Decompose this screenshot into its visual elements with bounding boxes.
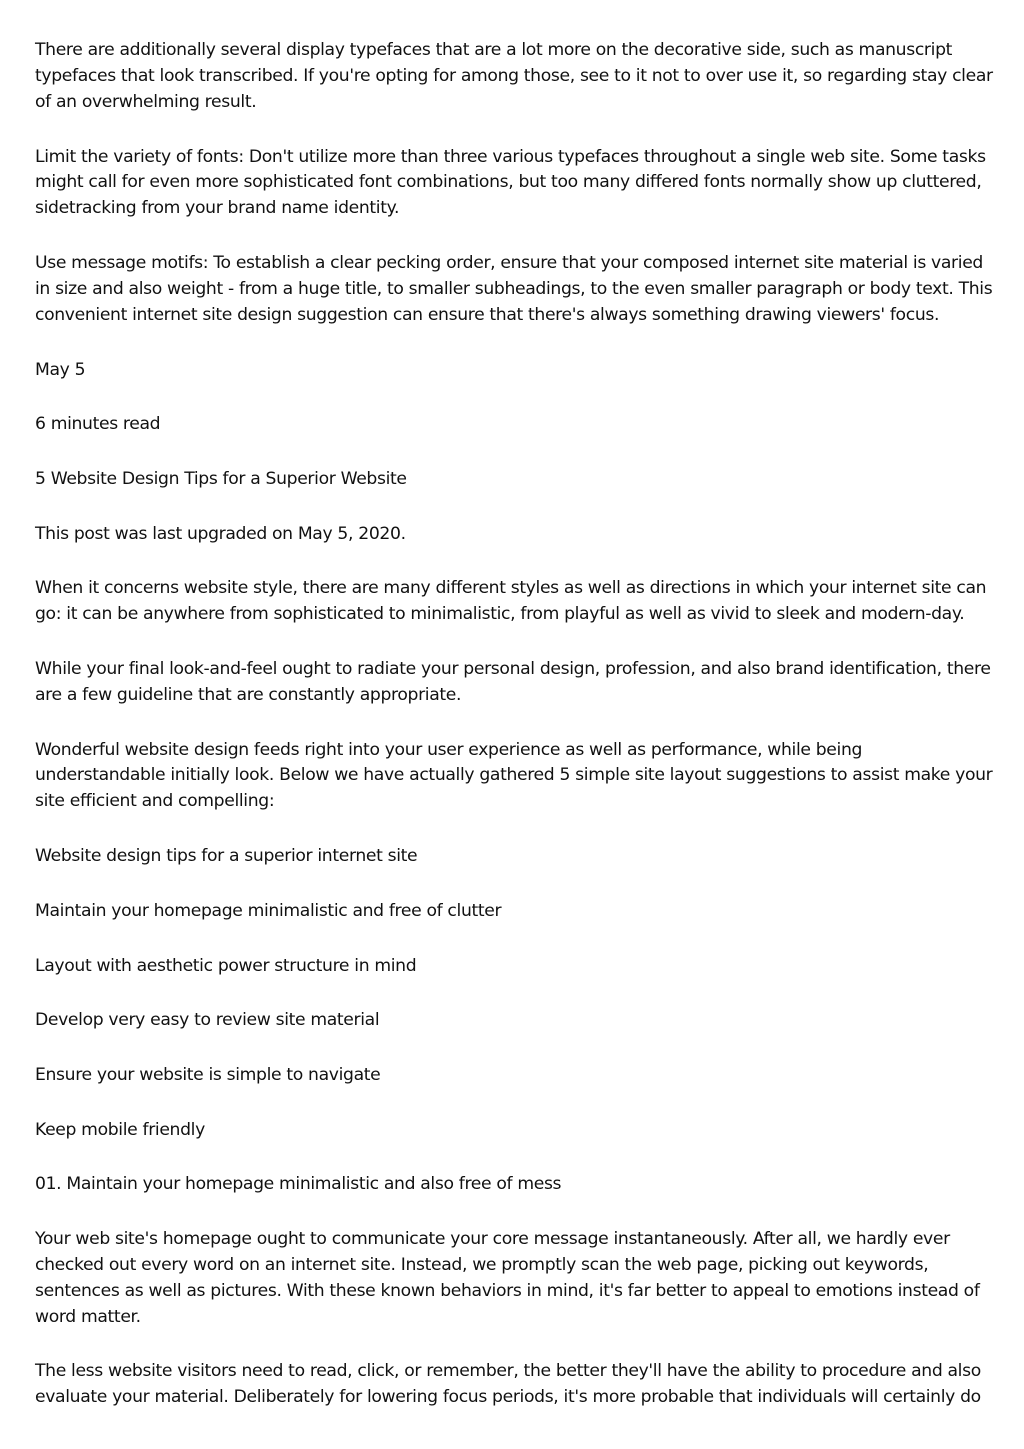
tip-item-homepage: Maintain your homepage minimalistic and free of clutter xyxy=(35,900,502,921)
section-heading-01: 01. Maintain your homepage minimalistic and also free of mess xyxy=(35,1174,562,1195)
paragraph-less-to-read: The less website visitors need to read, click, or remember, the better they'll have the ability to procedure and also evaluate your material. Deliberately for lowering focus periods, it's more probable that individuals will certainly do xyxy=(35,1361,981,1408)
tip-item-hierarchy: Layout with aesthetic power structure in mind xyxy=(35,955,417,976)
tip-item-readable-content: Develop very easy to review site material xyxy=(35,1010,380,1031)
tips-list-heading: Website design tips for a superior internet site xyxy=(35,846,418,867)
paragraph-homepage-message: Your web site's homepage ought to communicate your core message instantaneously. After all, we hardly ever checked out every word on an internet site. Instead, we promptly scan the web page, picking out keywords, sentences as well as pictures. With these known behaviors in mind, it's far better to appeal to emotions instead of word matter. xyxy=(35,1229,980,1327)
tip-item-mobile: Keep mobile friendly xyxy=(35,1119,205,1140)
paragraph-intro-styles: When it concerns website style, there are many different styles as well as directions in which your internet site can go: it can be anywhere from sophisticated to minimalistic, from playful as well as vivid to sleek and modern-day. xyxy=(35,578,987,625)
document-body xyxy=(35,38,993,1411)
paragraph-guidelines: While your final look-and-feel ought to radiate your personal design, profession, and also brand identification, there are a few guideline that are constantly appropriate. xyxy=(35,658,991,705)
paragraph-great-design: Wonderful website design feeds right into your user experience as well as performance, while being understandable initially look. Below we have actually gathered 5 simple site layout suggestions to assist make your site efficient and compelling: xyxy=(35,739,993,812)
paragraph-display-typefaces: There are additionally several display typefaces that are a lot more on the decorative side, such as manuscript typefaces that look transcribed. If you're opting for among those, see to it not to over use it, so regarding stay clear of an overwhelming result. xyxy=(35,40,993,112)
tip-item-navigation: Ensure your website is simple to navigate xyxy=(35,1064,381,1085)
paragraph-text-motifs: Use message motifs: To establish a clear pecking order, ensure that your composed internet site material is varied in size and also weight - from a huge title, to smaller subheadings, to the even smaller paragraph or body text. This convenient internet site design suggestion can ensure that there's always something drawing viewers' focus. xyxy=(35,253,993,325)
post-date: May 5 xyxy=(35,359,86,380)
read-time: 6 minutes read xyxy=(35,414,161,435)
paragraph-limit-fonts: Limit the variety of fonts: Don't utilize more than three various typefaces throughout a single web site. Some tasks might call for even more sophisticated font combinations, but too many differed fonts normally show up cluttered, sidetracking from your brand name identity. xyxy=(35,146,986,219)
last-updated-note: This post was last upgraded on May 5, 2020. xyxy=(35,523,406,544)
post-title: 5 Website Design Tips for a Superior Website xyxy=(35,468,407,489)
